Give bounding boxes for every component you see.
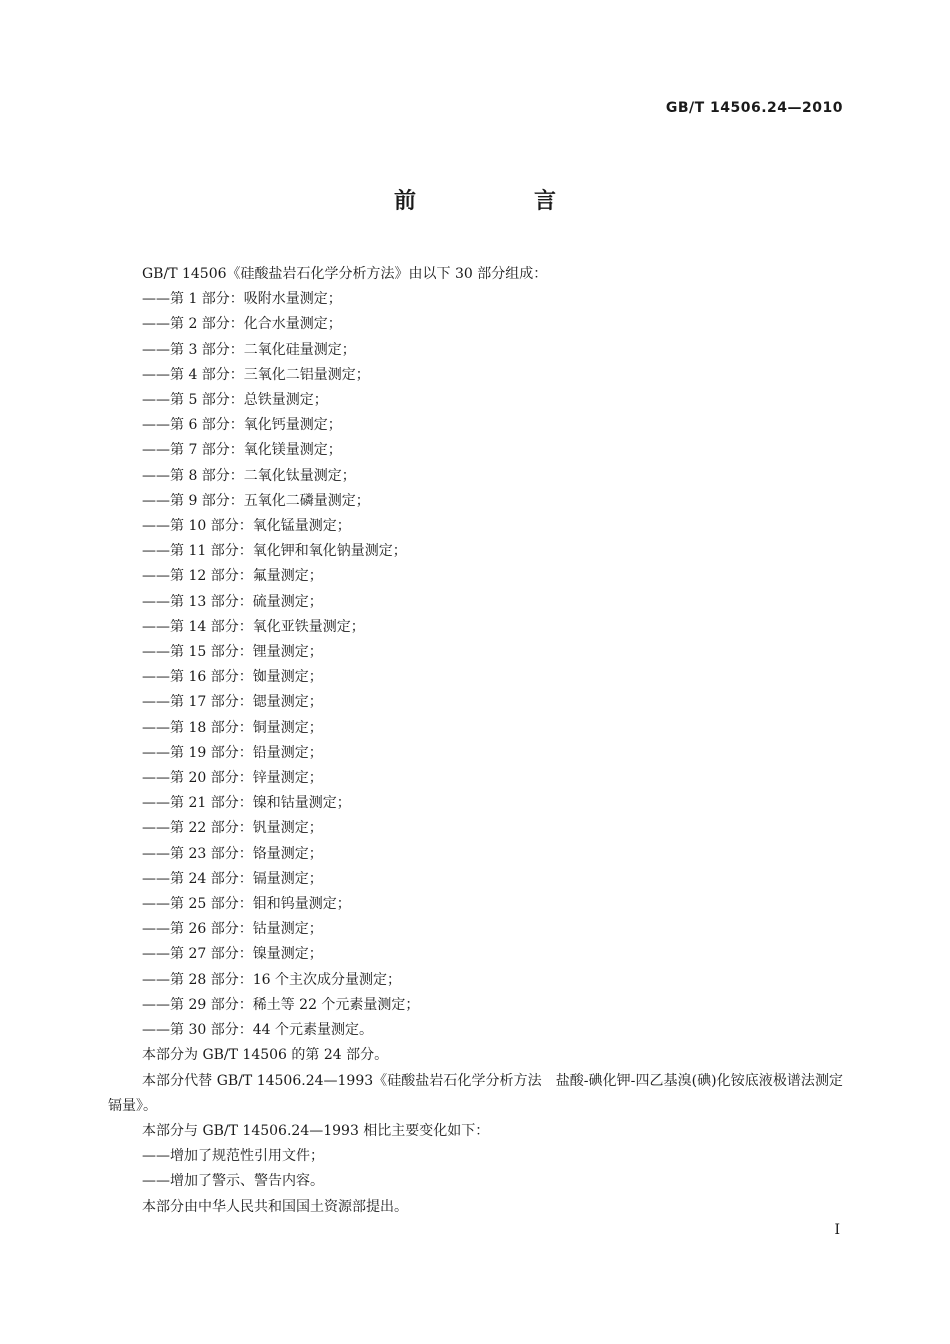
- parts-list: [108, 287, 843, 1043]
- replaces-paragraph: 本部分代替 GB/T 14506.24—1993《硅酸盐岩石化学分析方法 盐酸-碘化钾-四乙基溴(碘)化铵底液极谱法测定镉量》。: [108, 1072, 843, 1114]
- list-item: ——第 12 部分：氟量测定；: [142, 568, 323, 585]
- page-number: I: [834, 1222, 840, 1238]
- list-item: ——第 23 部分：铬量测定；: [142, 845, 323, 862]
- list-item: ——第 3 部分：二氧化硅量测定；: [142, 341, 356, 358]
- list-item: ——第 4 部分：三氧化二铝量测定；: [142, 366, 370, 383]
- list-item: ——第 10 部分：氧化锰量测定；: [142, 518, 351, 535]
- list-item: ——第 24 部分：镉量测定；: [142, 870, 323, 887]
- list-item: ——第 26 部分：钴量测定；: [142, 921, 323, 938]
- list-item: ——第 17 部分：锶量测定；: [142, 694, 323, 711]
- page-title: 前 言: [393, 189, 604, 214]
- this-part-paragraph: 本部分为 GB/T 14506 的第 24 部分。: [142, 1047, 389, 1064]
- list-item: ——第 21 部分：镍和钴量测定；: [142, 795, 351, 812]
- list-item: ——第 13 部分：硫量测定；: [142, 593, 323, 610]
- list-item: ——第 19 部分：铅量测定；: [142, 744, 323, 761]
- list-item: ——第 22 部分：钒量测定；: [142, 820, 323, 837]
- list-item: ——第 5 部分：总铁量测定；: [142, 392, 328, 409]
- list-item: ——第 30 部分：44 个元素量测定。: [142, 1022, 373, 1039]
- list-item: ——第 11 部分：氧化钾和氧化钠量测定；: [142, 543, 407, 560]
- list-item: ——增加了规范性引用文件；: [142, 1148, 324, 1165]
- proposed-by-paragraph: 本部分由中华人民共和国国土资源部提出。: [142, 1198, 408, 1215]
- foreword-body: [108, 262, 843, 1220]
- standard-number: GB/T 14506.24—2010: [665, 100, 843, 116]
- list-item: ——第 29 部分：稀土等 22 个元素量测定；: [142, 996, 420, 1013]
- list-item: ——第 16 部分：铷量测定；: [142, 669, 323, 686]
- list-item: ——增加了警示、警告内容。: [142, 1173, 324, 1190]
- list-item: ——第 27 部分：镍量测定；: [142, 946, 323, 963]
- list-item: ——第 1 部分：吸附水量测定；: [142, 291, 342, 308]
- list-item: ——第 18 部分：铜量测定；: [142, 719, 323, 736]
- list-item: ——第 9 部分：五氧化二磷量测定；: [142, 492, 370, 509]
- list-item: ——第 15 部分：锂量测定；: [142, 644, 323, 661]
- list-item: ——第 28 部分：16 个主次成分量测定；: [142, 971, 401, 988]
- list-item: ——第 25 部分：钼和钨量测定；: [142, 896, 351, 913]
- list-item: ——第 20 部分：锌量测定；: [142, 770, 323, 787]
- changes-list: [108, 1144, 843, 1194]
- list-item: ——第 2 部分：化合水量测定；: [142, 316, 342, 333]
- list-item: ——第 8 部分：二氧化钛量测定；: [142, 467, 356, 484]
- intro-paragraph: GB/T 14506《硅酸盐岩石化学分析方法》由以下 30 部分组成：: [142, 266, 548, 282]
- list-item: ——第 6 部分：氧化钙量测定；: [142, 417, 342, 434]
- changes-intro-paragraph: 本部分与 GB/T 14506.24—1993 相比主要变化如下：: [142, 1122, 490, 1139]
- list-item: ——第 14 部分：氧化亚铁量测定；: [142, 618, 365, 635]
- list-item: ——第 7 部分：氧化镁量测定；: [142, 442, 342, 459]
